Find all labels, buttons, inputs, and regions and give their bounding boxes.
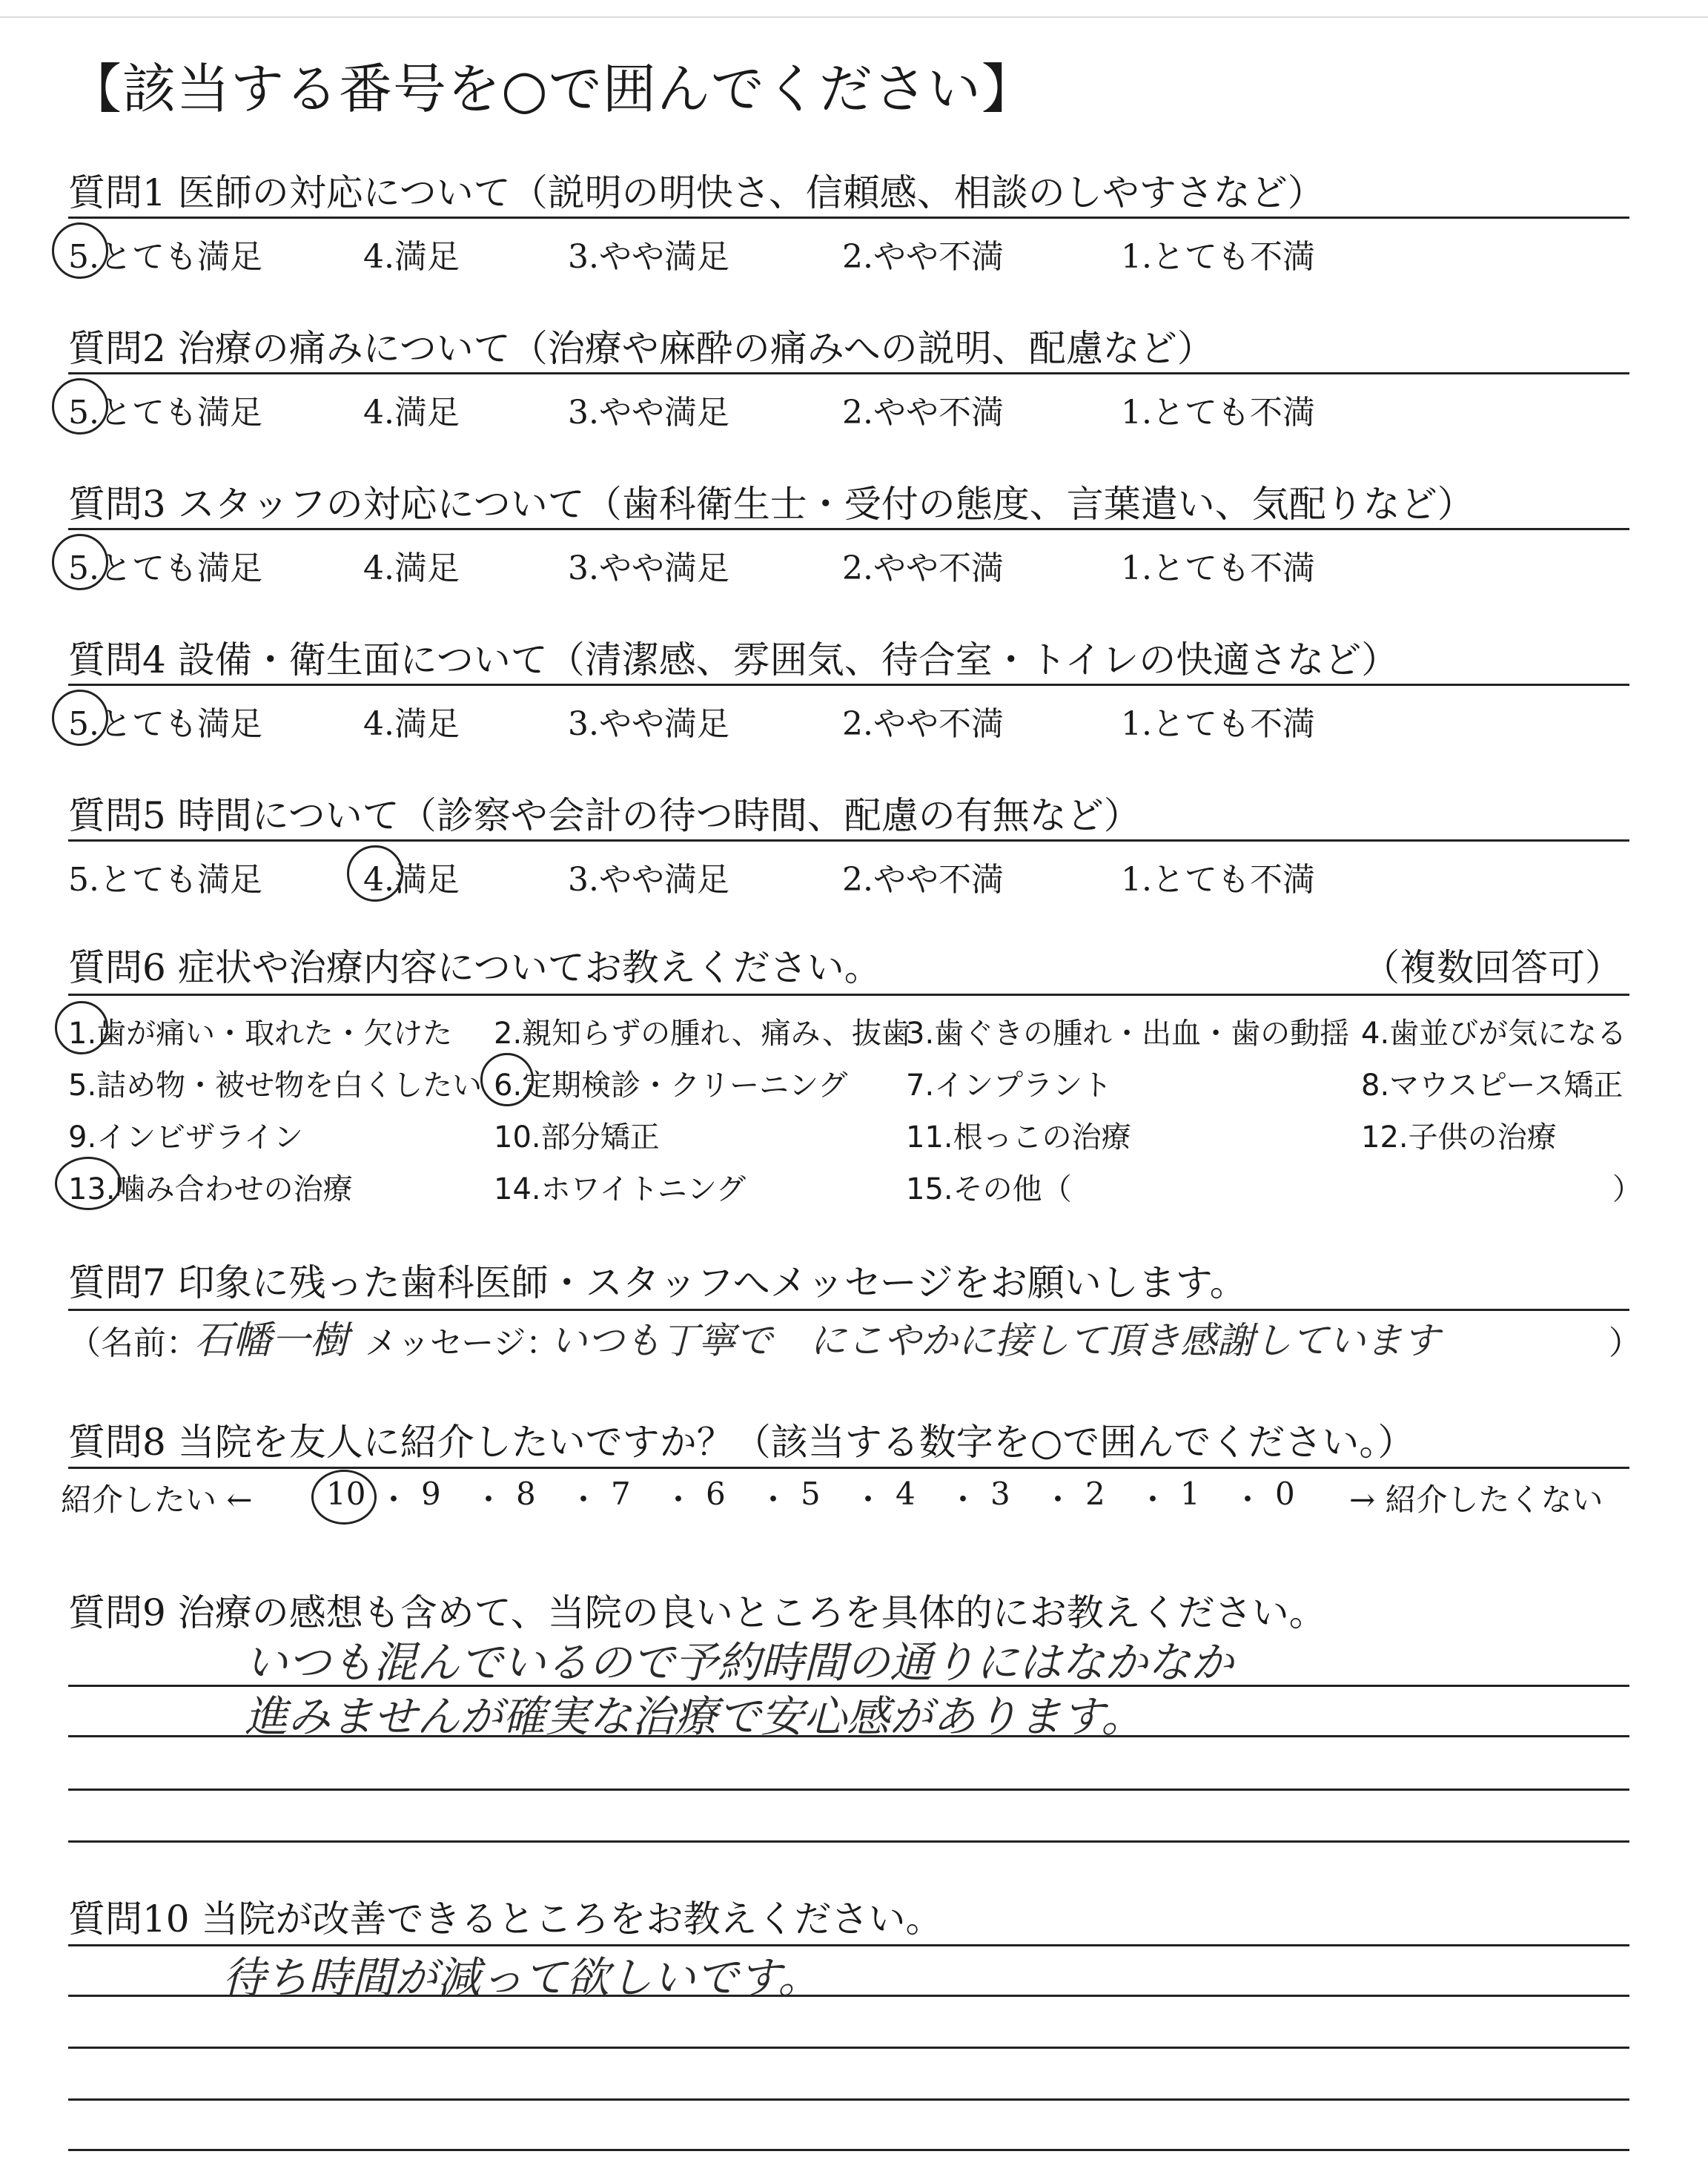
q8-scale-8[interactable]: 8 <box>516 1476 536 1512</box>
q3-option-2[interactable]: 2.やや不満 <box>842 549 1004 587</box>
q7-message-prefix: メッセージ： <box>365 1324 559 1362</box>
q8-rule <box>68 1467 1629 1469</box>
q8-scale-2[interactable]: 2 <box>1085 1476 1105 1512</box>
q7-close: ） <box>1609 1324 1641 1362</box>
q8-right-label: → 紹介したくない <box>1349 1482 1603 1518</box>
q1-option-4[interactable]: 4.満足 <box>363 238 460 276</box>
q1-option-3[interactable]: 3.やや満足 <box>568 238 729 276</box>
page-title: 【該当する番号を○で囲んでください】 <box>68 58 1036 120</box>
q5-option-2[interactable]: 2.やや不満 <box>842 861 1004 899</box>
q9-line-4 <box>68 1840 1629 1843</box>
q8-left-label: 紹介したい ← <box>61 1482 253 1518</box>
q4-selection-circle <box>52 690 108 746</box>
q1-option-2[interactable]: 2.やや不満 <box>842 238 1004 276</box>
q8-separator: ・ <box>758 1482 790 1518</box>
q10-label: 質問10 当院が改善できるところをお教えください。 <box>68 1898 943 1941</box>
q6-option-3[interactable]: 3.歯ぐきの腫れ・出血・歯の動揺 <box>906 1017 1350 1051</box>
page-top-edge <box>0 0 1708 18</box>
q2-option-4[interactable]: 4.満足 <box>363 394 460 432</box>
q10-line-4 <box>68 2098 1629 2101</box>
q6-option-7[interactable]: 7.インプラント <box>906 1069 1113 1103</box>
q3-option-3[interactable]: 3.やや満足 <box>568 549 729 587</box>
q7-label: 質問7 印象に残った歯科医師・スタッフへメッセージをお願いします。 <box>68 1261 1247 1304</box>
q8-separator: ・ <box>378 1482 410 1518</box>
q5-option-4[interactable]: 4.満足 <box>363 861 460 899</box>
q5-option-3[interactable]: 3.やや満足 <box>568 861 729 899</box>
q3-option-1[interactable]: 1.とても不満 <box>1121 549 1315 587</box>
q5-option-1[interactable]: 1.とても不満 <box>1121 861 1315 899</box>
q9-label: 質問9 治療の感想も含めて、当院の良いところを具体的にお教えください。 <box>68 1591 1326 1634</box>
q8-separator: ・ <box>1232 1482 1264 1518</box>
q5-selection-circle <box>347 845 403 902</box>
q2-rule <box>68 372 1629 374</box>
q6-option-10[interactable]: 10.部分矯正 <box>494 1120 660 1155</box>
q10-line-3 <box>68 2047 1629 2049</box>
q2-selection-circle <box>52 378 108 435</box>
q8-scale-10[interactable]: 10 <box>326 1476 366 1512</box>
q4-option-3[interactable]: 3.やや満足 <box>568 705 729 743</box>
q4-option-2[interactable]: 2.やや不満 <box>842 705 1004 743</box>
q6-option-11[interactable]: 11.根っこの治療 <box>906 1120 1131 1155</box>
q8-scale-9[interactable]: 9 <box>421 1476 441 1512</box>
q6-option-2[interactable]: 2.親知らずの腫れ、痛み、抜歯 <box>494 1017 911 1051</box>
q6-option-12[interactable]: 12.子供の治療 <box>1361 1120 1557 1155</box>
q7-name-value: 石幡一樹 <box>194 1318 349 1363</box>
q6-option-5[interactable]: 5.詰め物・被せ物を白くしたい <box>68 1069 483 1103</box>
q6-option-1[interactable]: 1.歯が痛い・取れた・欠けた <box>68 1017 453 1051</box>
q1-selection-circle <box>52 222 108 279</box>
q6-option-13[interactable]: 13.噛み合わせの治療 <box>68 1172 353 1206</box>
q6-option-8[interactable]: 8.マウスピース矯正 <box>1361 1069 1623 1103</box>
q2-label: 質問2 治療の痛みについて（治療や麻酔の痛みへの説明、配慮など） <box>68 327 1214 370</box>
q8-selection-circle <box>311 1470 377 1525</box>
q10-line-5 <box>68 2149 1629 2151</box>
q5-label: 質問5 時間について（診察や会計の待つ時間、配慮の有無など） <box>68 794 1141 837</box>
q9-answer-line-2: 進みませんが確実な治療で安心感があります。 <box>245 1691 1145 1742</box>
q6-selection-circle-1 <box>55 1001 108 1054</box>
q2-option-5[interactable]: 5.とても満足 <box>68 394 262 432</box>
q3-selection-circle <box>52 534 108 590</box>
q6-note: （複数回答可） <box>1363 946 1622 989</box>
q2-option-3[interactable]: 3.やや満足 <box>568 394 729 432</box>
q6-selection-circle-13 <box>55 1157 122 1210</box>
q1-rule <box>68 217 1629 219</box>
q10-answer-line-1: 待ち時間が減って欲しいです。 <box>222 1952 821 2003</box>
q8-separator: ・ <box>1042 1482 1074 1518</box>
q4-rule <box>68 684 1629 686</box>
q3-rule <box>68 528 1629 530</box>
q8-scale-5[interactable]: 5 <box>801 1476 821 1512</box>
q8-separator: ・ <box>947 1482 979 1518</box>
q4-label: 質問4 設備・衛生面について（清潔感、雰囲気、待合室・トイレの快適さなど） <box>68 638 1399 681</box>
q2-option-1[interactable]: 1.とても不満 <box>1121 394 1315 432</box>
q9-answer-line-1: いつも混んでいるので予約時間の通りにはなかなか <box>245 1637 1234 1688</box>
q1-option-1[interactable]: 1.とても不満 <box>1121 238 1315 276</box>
q8-scale-3[interactable]: 3 <box>990 1476 1010 1512</box>
q8-scale-7[interactable]: 7 <box>611 1476 631 1512</box>
q6-option-15[interactable]: 15.その他（ <box>906 1172 1072 1206</box>
q1-label: 質問1 医師の対応について（説明の明快さ、信頼感、相談のしやすさなど） <box>68 171 1325 214</box>
q4-option-5[interactable]: 5.とても満足 <box>68 705 262 743</box>
q8-scale-1[interactable]: 1 <box>1180 1476 1200 1512</box>
q6-option-14[interactable]: 14.ホワイトニング <box>494 1172 747 1206</box>
q3-option-5[interactable]: 5.とても満足 <box>68 549 262 587</box>
q6-rule <box>68 994 1629 996</box>
q3-label: 質問3 スタッフの対応について（歯科衛生士・受付の態度、言葉遣い、気配りなど） <box>68 483 1474 526</box>
q8-separator: ・ <box>1137 1482 1169 1518</box>
q8-separator: ・ <box>853 1482 884 1518</box>
q2-option-2[interactable]: 2.やや不満 <box>842 394 1004 432</box>
q4-option-1[interactable]: 1.とても不満 <box>1121 705 1315 743</box>
q6-option-4[interactable]: 4.歯並びが気になる <box>1361 1017 1627 1051</box>
q3-option-4[interactable]: 4.満足 <box>363 549 460 587</box>
q8-separator: ・ <box>473 1482 505 1518</box>
q8-scale-4[interactable]: 4 <box>896 1476 916 1512</box>
q8-separator: ・ <box>663 1482 695 1518</box>
q6-other-close: ） <box>1612 1172 1642 1206</box>
q8-scale-0[interactable]: 0 <box>1275 1476 1295 1512</box>
q5-rule <box>68 839 1629 842</box>
q5-option-5[interactable]: 5.とても満足 <box>68 861 262 899</box>
q4-option-4[interactable]: 4.満足 <box>363 705 460 743</box>
q8-separator: ・ <box>568 1482 600 1518</box>
q7-message-value: いつも丁寧で にこやかに接して頂き感謝しています <box>550 1319 1440 1362</box>
q6-selection-circle-6 <box>480 1053 534 1106</box>
q8-label: 質問8 当院を友人に紹介したいですか？（該当する数字を○で囲んでください。） <box>68 1421 1415 1464</box>
q9-line-3 <box>68 1789 1629 1791</box>
q6-label: 質問6 症状や治療内容についてお教えください。 <box>68 946 881 989</box>
q6-option-9[interactable]: 9.インビザライン <box>68 1120 303 1155</box>
q6-option-6[interactable]: 6.定期検診・クリーニング <box>494 1069 848 1103</box>
q8-scale-6[interactable]: 6 <box>706 1476 726 1512</box>
q7-name-prefix: （名前： <box>68 1324 199 1362</box>
q1-option-5[interactable]: 5.とても満足 <box>68 238 262 276</box>
